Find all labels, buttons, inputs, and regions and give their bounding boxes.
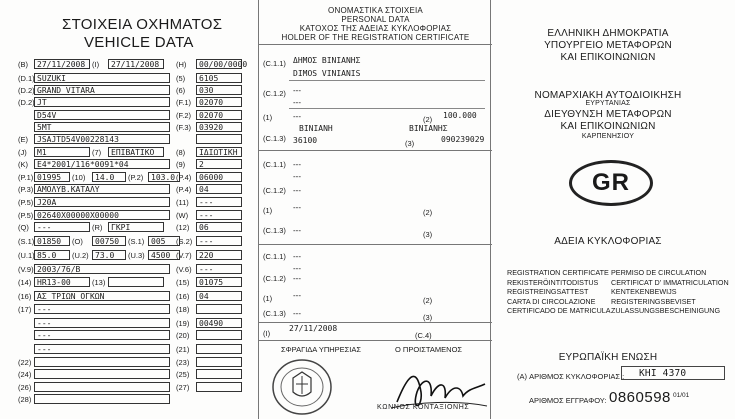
vehicle-data-title-gr: ΣΤΟΙΧΕΙΑ ΟΧΗΜΑΤΟΣ [62,16,223,33]
vehicle-field-value [196,357,242,367]
c11c-value: --- [293,252,301,261]
vehicle-field-value: HR13-00 [34,277,90,287]
head-label: Ο ΠΡΟΙΣΤΑΜΕΝΟΣ [395,345,463,354]
vehicle-field-code: (U.3) [128,251,145,260]
multilang-right: PERMISO DE CIRCULATION CERTIFICAT D' IMMATRICULATION KENTEKENBEWIJS REGISTERINGSBEVISET ZULASSUNGSBESCHEINIGUNG [611,268,729,316]
c13b-label: (C.1.3) [263,226,286,235]
vehicle-field-code: (B) [18,60,28,69]
multilang-left: REGISTRATION CERTIFICATE REKISTERÖINTITODISTUS REGISTREINGSATTEST CARTA DI CIRCOLAZIONE CERTIFICADO DE MATRICULA [507,268,611,316]
vehicle-field-value: --- [34,344,170,354]
c11b-label: (C.1.1) [263,160,286,169]
vehicle-field-value: --- [34,318,170,328]
c11c-label: (C.1.1) [263,252,286,261]
vehicle-field-code: (P.2) [128,173,144,182]
vehicle-field-value: ΑΣ ΤΡΙΩΝ ΟΓΚΩΝ [34,291,170,301]
vehicle-field-value: 02070 [196,110,242,120]
vehicle-field-code: (23) [176,358,190,367]
c11-value-latin: DIMOS VINIANIS [293,69,361,78]
vehicle-field-value: 04 [196,291,242,301]
vehicle-field-value [108,277,164,287]
c4-label: (C.4) [415,331,432,340]
vehicle-field-value: 00490 [196,318,242,328]
vehicle-data-title-en: VEHICLE DATA [84,34,194,51]
c11b-value-2: --- [293,172,301,181]
c12c-value: --- [293,274,301,283]
vehicle-field-value: 85.0 [34,250,70,260]
vehicle-field-code: (8) [176,148,186,157]
vehicle-field-code: (16) [18,292,32,301]
vehicle-field-code: (9) [176,160,186,169]
vehicle-field-code: (26) [18,383,32,392]
vehicle-field-code: (P.4) [176,173,192,182]
prefecture: ΝΟΜΑΡΧΙΑΚΗ ΑΥΤΟΔΙΟΙΚΗΣΗ [534,90,682,101]
c13-postcode: 36100 [293,136,318,145]
row1b-label: (1) [263,206,273,215]
row2-label: (2) [423,115,433,124]
c12c-label: (C.1.2) [263,274,286,283]
c13-label: (C.1.3) [263,134,286,143]
vehicle-field-value: 02640X00000X00000 [34,210,170,220]
vehicle-field-code: (16) [176,292,190,301]
vehicle-field-code: (21) [176,345,190,354]
holder-title-gr: ΚΑΤΟΧΟΣ ΤΗΣ ΑΔΕΙΑΣ ΚΥΚΛΟΦΟΡΙΑΣ [299,24,452,33]
stamp-text: ΚΩΝΝΟΣ ΚΟΝΤΑΞΙΟΝΗΣ [377,404,470,411]
vehicle-field-value: E4*2001/116*0091*04 [34,159,170,169]
vehicle-field-value: --- [196,264,242,274]
vehicle-field-value: GRAND VITARA [34,85,170,95]
vehicle-field-code: (P.1) [18,173,34,182]
personal-data-title-en: PERSONAL DATA [341,15,410,24]
vehicle-field-value: --- [196,197,242,207]
vehicle-field-value: 6105 [196,73,242,83]
vehicle-field-code: (V.6) [176,265,192,274]
i-label: (I) [263,329,271,338]
vehicle-field-value: 04 [196,184,242,194]
vehicle-field-value: ΙΔΙΩΤΙΚΗ [196,147,242,157]
vehicle-field-value [34,369,170,379]
vehicle-field-value: M1 [34,147,90,157]
vehicle-field-value: --- [196,236,242,246]
vehicle-field-value [34,357,170,367]
vehicle-field-value: --- [34,222,90,232]
vehicle-field-value: 030 [196,85,242,95]
c13c-value: --- [293,309,301,318]
vehicle-field-value: 14.0 [92,172,126,182]
country-code-oval [569,160,653,206]
row3b-label: (3) [423,230,433,239]
vehicle-field-code: (U.1) [18,251,35,260]
directorate-sub: ΚΑΡΠΕΝΗΣΙΟΥ [581,133,635,140]
c12-value: --- [293,86,301,95]
vehicle-field-value: 00/00/0000 [196,59,242,69]
vehicle-field-value: --- [196,210,242,220]
personal-data-title-gr: ΟΝΟΜΑΣΤΙΚΑ ΣΤΟΙΧΕΙΑ [328,6,423,15]
vehicle-field-value [196,304,242,314]
c11-label: (C.1.1) [263,59,286,68]
vehicle-field-code: (K) [18,160,28,169]
vehicle-field-value: J20A [34,197,170,207]
vehicle-field-value: 5MT [34,122,170,132]
vehicle-field-code: (14) [18,278,32,287]
document-number-suffix: 01/01 [673,392,690,399]
vehicle-field-value: --- [34,330,170,340]
vehicle-field-value: 27/11/2008 [108,59,164,69]
vehicle-field-value: 2003/76/B [34,264,170,274]
vehicle-field-value: 00750 [92,236,126,246]
vehicle-field-value: ΓΚΡΙ [108,222,164,232]
country-code: GR [592,169,630,196]
vehicle-field-value: ΑΜΟΛΥΒ.ΚΑΤΑΛΥ [34,184,170,194]
document-number-label: ΑΡΙΘΜΟΣ ΕΓΓΡΑΦΟΥ: [529,396,607,405]
vehicle-field-value [196,344,242,354]
vehicle-field-code: (11) [176,198,189,207]
row1c-value: --- [293,291,301,300]
row2b-label: (2) [423,208,433,217]
vehicle-field-code: (D.1) [18,74,35,83]
vehicle-field-code: (17) [18,305,32,314]
vehicle-field-code: (P.3) [18,185,34,194]
vehicle-field-code: (F.3) [176,123,191,132]
directorate-line-1: ΔΙΕΥΘΥΝΣΗ ΜΕΤΑΦΟΡΩΝ [544,109,672,120]
vehicle-field-value: 220 [196,250,242,260]
vehicle-field-code: (P.5) [18,198,34,207]
plate-label: (A) ΑΡΙΘΜΟΣ ΚΥΚΛΟΦΟΡΙΑΣ : [517,372,625,381]
vehicle-field-code: (25) [176,370,190,379]
vehicle-data-panel [0,0,255,419]
vehicle-field-value: JT [34,97,170,107]
row3c-label: (3) [423,313,433,322]
c13c-label: (C.1.3) [263,309,286,318]
vehicle-field-value: ΕΠΙΒΑΤΙΚΟ [108,147,164,157]
vehicle-field-code: (P.4) [176,185,192,194]
vehicle-field-value: 27/11/2008 [34,59,90,69]
vehicle-field-code: (S.2) [176,237,193,246]
vehicle-field-value: 02070 [196,97,242,107]
vehicle-field-code: (27) [176,383,190,392]
stamp-label: ΣΦΡΑΓΙΔΑ ΥΠΗΡΕΣΙΑΣ [281,345,362,354]
vehicle-field-code: (V.7) [176,251,192,260]
c13b-value: --- [293,226,301,235]
c11c-value-2: --- [293,264,301,273]
directorate-line-2: ΚΑΙ ΕΠΙΚΟΙΝΩΝΙΩΝ [560,121,656,132]
vehicle-field-value: 2 [196,159,242,169]
vehicle-field-code: (12) [176,223,190,232]
row3-label: (3) [405,139,415,148]
issuer-panel [493,0,735,419]
row2c-label: (2) [423,296,433,305]
vehicle-field-value [196,382,242,392]
vehicle-field-value: 06 [196,222,242,232]
vehicle-field-value [196,330,242,340]
vehicle-field-value [34,382,170,392]
row1c-label: (1) [263,294,273,303]
vehicle-field-code: (6) [176,86,186,95]
plate-value: ΚΗΙ 4370 [639,368,687,379]
vehicle-field-code: (O) [72,237,83,246]
row1b-value: --- [293,203,301,212]
vehicle-field-code: (20) [176,331,190,340]
vehicle-field-code: (J) [18,148,27,157]
personal-data-panel [258,0,491,419]
c11-value: ΔΗΜΟΣ ΒΙΝΙΑΝΗΣ [293,56,361,65]
vehicle-field-code: (H) [176,60,187,69]
vehicle-field-code: (18) [176,305,190,314]
vehicle-field-code: (R) [92,223,103,232]
ministry-line-2: ΥΠΟΥΡΓΕΙΟ ΜΕΤΑΦΟΡΩΝ [544,40,672,51]
row3-value: 090239029 [441,135,485,144]
vehicle-field-value: 73.0 [92,250,126,260]
ministry-line-1: ΕΛΛΗΝΙΚΗ ΔΗΜΟΚΡΑΤΙΑ [547,28,669,39]
row1-value: --- [293,112,301,121]
vehicle-field-code: (S.1) [128,237,145,246]
state-seal-icon [271,358,333,416]
c12b-value: --- [293,186,301,195]
vehicle-field-code: (7) [92,148,102,157]
vehicle-field-value: 4500 [148,250,180,260]
vehicle-field-code: (F.1) [176,98,191,107]
vehicle-field-code: (U.2) [72,251,89,260]
vehicle-field-value: 01850 [34,236,70,246]
vehicle-field-code: (24) [18,370,32,379]
vehicle-field-value: 01995 [34,172,70,182]
vehicle-field-code: (10) [72,173,86,182]
vehicle-field-code: (V.9) [18,265,34,274]
i-value: 27/11/2008 [289,324,338,333]
vehicle-field-value [196,134,242,144]
vehicle-field-code: (19) [176,319,190,328]
vehicle-field-code: (28) [18,395,32,404]
c12b-label: (C.1.2) [263,186,286,195]
vehicle-field-value: 005 [148,236,180,246]
vehicle-field-code: (15) [176,278,190,287]
holder-title-en: HOLDER OF THE REGISTRATION CERTIFICATE [281,33,470,42]
c11b-value: --- [293,160,301,169]
vehicle-field-value [34,394,170,404]
vehicle-field-value: 103.0 [148,172,180,182]
vehicle-field-value: --- [34,304,170,314]
vehicle-field-code: (13) [92,278,106,287]
row1-label: (1) [263,113,273,122]
vehicle-field-code: (I) [92,60,100,69]
vehicle-field-code: (22) [18,358,32,367]
vehicle-field-code: (D.2) [18,86,35,95]
c13-value-b: ΒΙΝΙΑΝΗΣ [409,124,448,133]
vehicle-field-code: (5) [176,74,186,83]
prefecture-sub: ΕΥΡΥΤΑΝΙΑΣ [585,100,631,107]
vehicle-field-code: (P.5) [18,211,34,220]
vehicle-field-code: (F.2) [176,111,191,120]
vehicle-field-code: (Q) [18,223,29,232]
vehicle-field-code: (S.1) [18,237,35,246]
vehicle-field-code: (E) [18,135,28,144]
vehicle-field-code: (W) [176,211,189,220]
vehicle-field-value [196,369,242,379]
licence-title: ΑΔΕΙΑ ΚΥΚΛΟΦΟΡΙΑΣ [554,236,662,247]
vehicle-field-value: 03920 [196,122,242,132]
vehicle-field-value: 01075 [196,277,242,287]
vehicle-field-value: D54V [34,110,170,120]
vehicle-field-value: 06000 [196,172,242,182]
c12-value-2: --- [293,98,301,107]
vehicle-field-value: JSAJTD54V00228143 [34,134,170,144]
document-number: 0860598 [609,389,671,406]
vehicle-field-code: (D.2) [18,98,35,107]
c13-value: ΒΙΝΙΑΝΗ [299,124,333,133]
vehicle-field-value: SUZUKI [34,73,170,83]
row2-value: 100.000 [443,111,477,120]
ministry-line-3: ΚΑΙ ΕΠΙΚΟΙΝΩΝΙΩΝ [560,52,656,63]
eu-label: ΕΥΡΩΠΑΪΚΗ ΕΝΩΣΗ [558,352,658,363]
c12-label: (C.1.2) [263,89,286,98]
